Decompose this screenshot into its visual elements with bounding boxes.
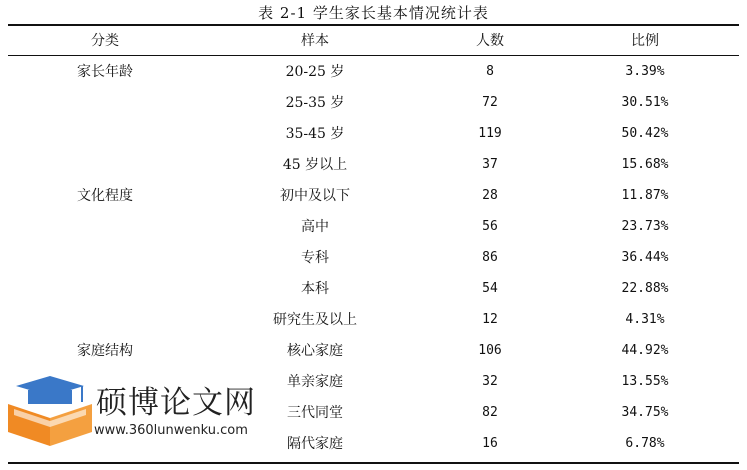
row-10-ratio: 44.92% (621, 343, 669, 358)
row-1-ratio: 3.39% (625, 64, 665, 79)
row-8-sample: 本科 (301, 281, 329, 297)
row-13-count: 16 (482, 436, 498, 451)
row-4-ratio: 15.68% (621, 157, 669, 172)
row-2-ratio: 30.51% (621, 95, 669, 110)
bottom-rule (8, 462, 739, 464)
row-11-count: 32 (482, 374, 498, 389)
row-9-ratio: 4.31% (625, 312, 665, 327)
row-3-sample: 35-45 岁 (285, 126, 345, 142)
header-rule (8, 55, 739, 56)
graduation-cap-book-icon (8, 376, 92, 446)
row-5-count: 28 (482, 188, 498, 203)
header-count: 人数 (476, 33, 504, 49)
row-2-sample: 25-35 岁 (285, 95, 345, 111)
row-1-sample: 20-25 岁 (285, 64, 345, 80)
row-1-count: 8 (486, 64, 494, 79)
watermark-name: 硕博论文网 (96, 385, 256, 421)
row-6-sample: 高中 (301, 219, 329, 235)
top-rule (8, 24, 739, 26)
row-10-sample: 核心家庭 (287, 343, 343, 359)
row-9-sample: 研究生及以上 (273, 312, 357, 328)
row-8-ratio: 22.88% (621, 281, 669, 296)
row-5-sample: 初中及以下 (280, 188, 350, 204)
row-11-sample: 单亲家庭 (287, 374, 343, 390)
row-3-count: 119 (478, 126, 502, 141)
table-caption: 表 2-1 学生家长基本情况统计表 (258, 4, 489, 22)
row-1-category: 家长年龄 (77, 64, 133, 80)
watermark-url: www.360lunwenku.com (94, 423, 248, 438)
row-3-ratio: 50.42% (621, 126, 669, 141)
row-10-count: 106 (478, 343, 502, 358)
row-11-ratio: 13.55% (621, 374, 669, 389)
row-13-sample: 隔代家庭 (287, 436, 343, 452)
row-7-count: 86 (482, 250, 498, 265)
row-7-sample: 专科 (301, 250, 329, 266)
row-4-sample: 45 岁以上 (282, 157, 348, 173)
row-8-count: 54 (482, 281, 498, 296)
header-sample: 样本 (301, 33, 329, 49)
header-category: 分类 (91, 33, 119, 49)
header-ratio: 比例 (631, 33, 659, 49)
row-7-ratio: 36.44% (621, 250, 669, 265)
row-5-ratio: 11.87% (621, 188, 669, 203)
row-6-ratio: 23.73% (621, 219, 669, 234)
row-2-count: 72 (482, 95, 498, 110)
row-4-count: 37 (482, 157, 498, 172)
row-13-ratio: 6.78% (625, 436, 665, 451)
row-5-category: 文化程度 (77, 188, 133, 204)
row-9-count: 12 (482, 312, 498, 327)
watermark (8, 376, 268, 446)
row-6-count: 56 (482, 219, 498, 234)
row-12-sample: 三代同堂 (287, 405, 343, 421)
row-10-category: 家庭结构 (77, 343, 133, 359)
row-12-ratio: 34.75% (621, 405, 669, 420)
row-12-count: 82 (482, 405, 498, 420)
